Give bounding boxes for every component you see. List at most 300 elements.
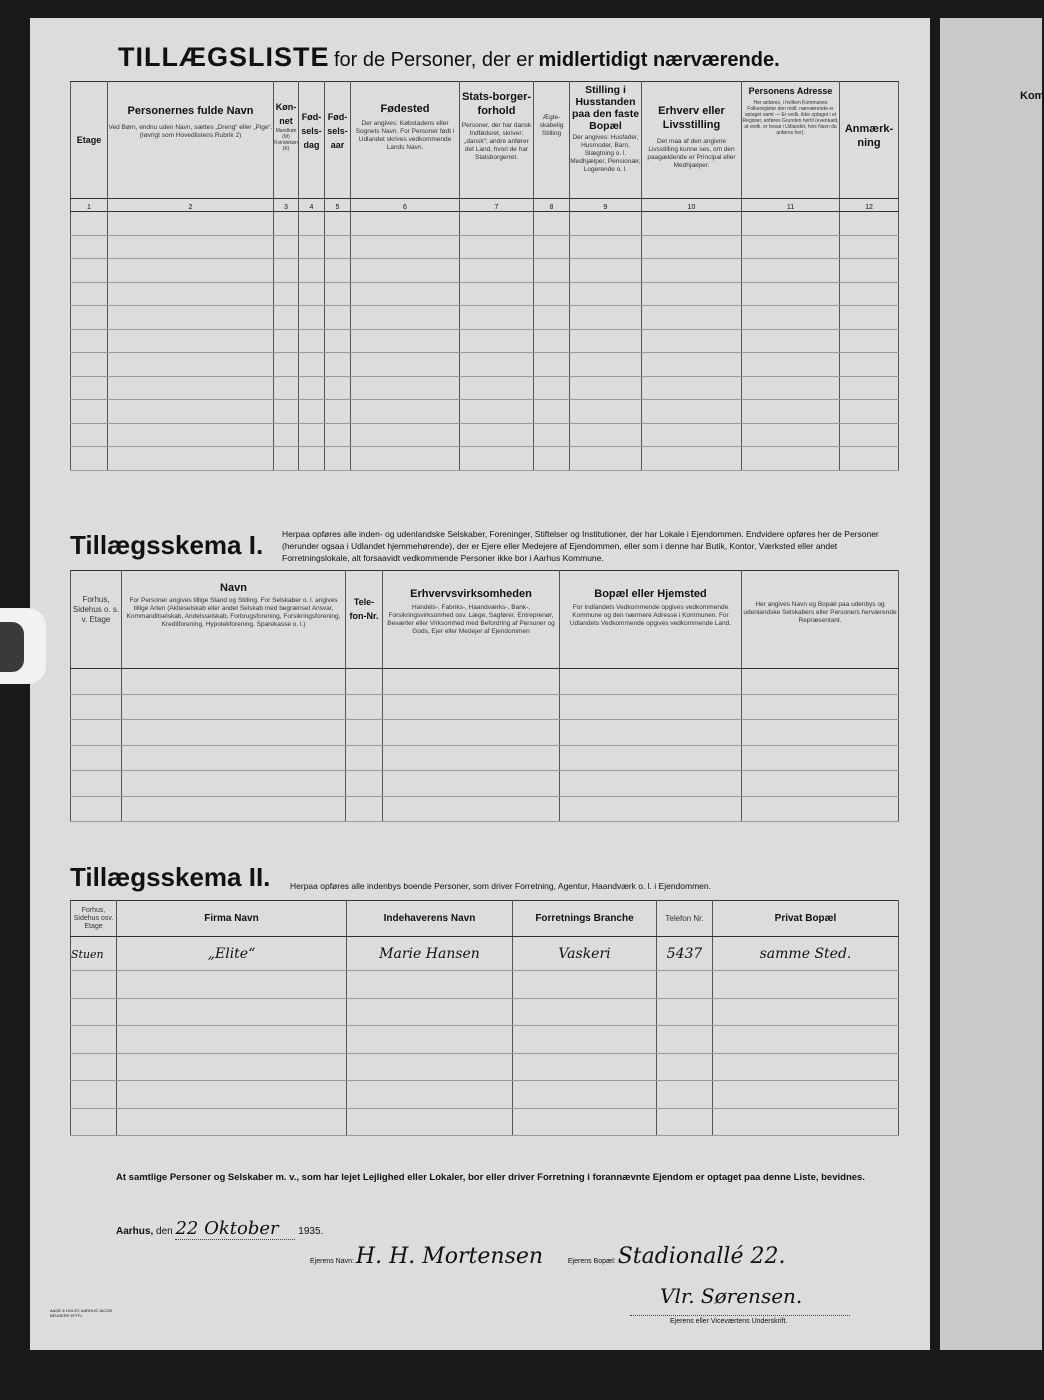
table-cell (351, 423, 460, 447)
table-cell (347, 1053, 513, 1081)
table-cell (122, 771, 346, 797)
binder-clip-shadow (0, 622, 24, 672)
table-cell (570, 259, 642, 283)
table-cell (347, 971, 513, 999)
table-cell (840, 282, 899, 306)
table-cell (122, 694, 346, 720)
title-bold: midlertidigt nærværende. (538, 49, 780, 71)
table-cell (560, 745, 742, 771)
table-cell (560, 669, 742, 695)
col-etage-title: Etage (76, 135, 102, 145)
s1-col-navn-sub: For Personer angives tillige Stand og Stilling. For Selskaber o. l. angives tillige Arten (Aktieselskab eller andet Selskab med begrænset Ansvar, Kommanditselskab, Andelsselskab, Forbrugsforening, Forsikringsforening, Kreditforening, Hypotekforening, Sparekasse o. l.) (126, 597, 341, 628)
table-cell (71, 423, 108, 447)
table-cell (657, 1026, 713, 1054)
table-cell (642, 306, 742, 330)
table-cell (108, 353, 274, 377)
table-row (71, 212, 899, 236)
col-kon-title: Køn-net (275, 102, 297, 126)
table-cell (742, 447, 840, 471)
col-erhverv-sub: Det maa af den angivne Livsstilling kunne ses, om den paagældende er Principal eller Medhjælper. (647, 138, 736, 169)
table-cell (642, 400, 742, 424)
table-cell (742, 694, 899, 720)
table-cell (642, 376, 742, 400)
date-handwritten: 22 Oktober (175, 1218, 295, 1240)
table-row (71, 329, 899, 353)
table-row (71, 423, 899, 447)
table-cell (299, 423, 325, 447)
table-cell (742, 329, 840, 353)
table-cell (742, 771, 899, 797)
entry-firma: „Elite“ (207, 945, 256, 962)
table-cell (742, 720, 899, 746)
table-cell (351, 353, 460, 377)
main-table (70, 81, 899, 471)
table-cell (840, 423, 899, 447)
s1-col-navn-title: Navn (220, 582, 247, 594)
table-cell (71, 353, 108, 377)
table-cell (742, 353, 840, 377)
table-cell (460, 447, 534, 471)
s1-col-erhverv-sub: Handels-, Fabriks-, Haandværks-, Bank-, Forsikringsvirksomhed osv. Læge, Sagfører, Entreprenør, Beværter eller Virksomhed med Befordring af Personer og Gods, Ejer eller Medejer af Ejendommen (387, 604, 555, 635)
table-cell (534, 306, 570, 330)
entry-telefon: 5437 (666, 945, 703, 962)
owner-name: H. H. Mortensen (355, 1244, 544, 1269)
table-cell (117, 1026, 347, 1054)
table-cell (642, 353, 742, 377)
table-cell (713, 998, 899, 1026)
next-page (940, 18, 1042, 1350)
col-num: 8 (534, 199, 570, 212)
table-cell (71, 447, 108, 471)
table-cell (274, 282, 299, 306)
skema1-header (71, 571, 899, 669)
table-cell (108, 423, 274, 447)
table-cell (71, 1081, 117, 1109)
col-kon-sub: Mandkøn (M) Kvindekøn (K) (274, 128, 298, 152)
table-cell (534, 400, 570, 424)
table-cell (642, 235, 742, 259)
col-num: 9 (570, 199, 642, 212)
table-cell (513, 1108, 657, 1136)
table-cell (840, 329, 899, 353)
table-cell (840, 235, 899, 259)
table-cell (840, 212, 899, 236)
col-num: 1 (71, 199, 108, 212)
col-num: 10 (642, 199, 742, 212)
table-cell (570, 212, 642, 236)
table-cell (560, 694, 742, 720)
table-cell (840, 447, 899, 471)
table-cell (71, 1026, 117, 1054)
table-cell (274, 235, 299, 259)
table-cell (351, 376, 460, 400)
table-cell (534, 447, 570, 471)
table-cell (71, 376, 108, 400)
table-row (71, 282, 899, 306)
table-cell (642, 329, 742, 353)
table-cell (534, 423, 570, 447)
table-cell (274, 259, 299, 283)
s2-col-telefon: Telefon Nr. (665, 913, 704, 923)
table-cell (460, 353, 534, 377)
table-cell (274, 400, 299, 424)
table-cell (71, 669, 122, 695)
skema1-body (71, 669, 899, 822)
table-cell (347, 998, 513, 1026)
table-row (71, 400, 899, 424)
table-cell (534, 376, 570, 400)
table-cell (570, 447, 642, 471)
table-cell (108, 447, 274, 471)
table-cell (642, 259, 742, 283)
table-cell (383, 745, 560, 771)
col-erhverv-title: Erhverv eller Livsstilling (658, 105, 725, 131)
year: 1935. (298, 1226, 324, 1237)
title-main: TILLÆGSLISTE (118, 42, 330, 72)
table-cell (742, 745, 899, 771)
col-navn-title: Personernes fulde Navn (127, 105, 254, 117)
table-cell (560, 771, 742, 797)
table-row (71, 259, 899, 283)
table-cell (274, 329, 299, 353)
table-cell (513, 1053, 657, 1081)
skema2-text: Herpaa opføres alle indenbys boende Personer, som driver Forretning, Agentur, Haandværk o. l. i Ejendommen. (290, 881, 711, 891)
table-cell (325, 306, 351, 330)
table-cell (713, 1053, 899, 1081)
table-row (71, 1081, 899, 1109)
skema1-title: Tillægsskema I. (70, 530, 264, 560)
skema2-body (71, 971, 899, 1136)
table-cell (570, 353, 642, 377)
table-cell (122, 745, 346, 771)
s1-col-repr: Her angives Navn og Bopæl paa udenbys og udenlandske Selskabers eller Personers herværende Repræsentant. (743, 601, 897, 624)
s1-col-telefon: Tele-fon-Nr. (349, 597, 379, 621)
table-cell (325, 329, 351, 353)
s2-col-indehaver: Indehaverens Navn (383, 912, 476, 924)
table-row (71, 353, 899, 377)
table-cell (460, 400, 534, 424)
table-cell (71, 796, 122, 822)
table-cell (560, 720, 742, 746)
table-cell (299, 212, 325, 236)
owner-address: Stadionallé 22. (617, 1244, 786, 1269)
den-label: den (156, 1226, 173, 1237)
col-navn-sub: Ved Børn, endnu uden Navn, sættes „Dreng“ eller „Pige“. (Iøvrigt som Hovedlistens Rubrik 2) (108, 124, 273, 139)
col-stilling-title: Stilling i Husstanden paa den faste Bopæl (571, 84, 640, 132)
table-row (71, 998, 899, 1026)
table-cell (122, 720, 346, 746)
table-row (71, 669, 899, 695)
entry-bopael: samme Sted. (759, 945, 852, 962)
table-cell (274, 423, 299, 447)
table-cell (570, 306, 642, 330)
table-row (71, 971, 899, 999)
col-stilling-sub: Der angives: Husfader, Husmoder, Barn, Slægtning o. l. Medhjælper, Pensionær, Logerende o. l. (570, 134, 641, 173)
table-cell (742, 796, 899, 822)
table-cell (513, 1026, 657, 1054)
table-cell (840, 400, 899, 424)
table-cell (274, 306, 299, 330)
page-title (118, 42, 780, 73)
table-cell (299, 329, 325, 353)
col-adresse-sub: Her anføres, i hvilken Kommunes Folkeregister den midl. nærværende er optaget samt — Er vedk. ikke optaget i et Register, anføres Grunden hertil (eventuelt, at vedk. er bosat i Udlandet, hvis Navn da anføres her). (742, 100, 839, 136)
table-cell (742, 235, 840, 259)
table-cell (460, 329, 534, 353)
entry-etage: Stuen (71, 947, 104, 961)
skema1-table (70, 570, 899, 822)
table-cell (325, 235, 351, 259)
s2-col-firma: Firma Navn (204, 912, 259, 924)
signature-line (630, 1315, 850, 1316)
col-num: 7 (460, 199, 534, 212)
table-cell (383, 694, 560, 720)
table-row (71, 796, 899, 822)
owner-address-label: Ejerens Bopæl: (567, 1258, 616, 1265)
table-cell (299, 376, 325, 400)
table-cell (513, 998, 657, 1026)
table-cell (742, 400, 840, 424)
table-cell (346, 796, 383, 822)
signature-label: Ejerens eller Viceværtens Underskrift. (670, 1318, 788, 1325)
table-cell (713, 1081, 899, 1109)
table-cell (742, 282, 840, 306)
table-cell (108, 282, 274, 306)
table-cell (460, 282, 534, 306)
table-cell (71, 400, 108, 424)
table-cell (325, 447, 351, 471)
table-cell (351, 306, 460, 330)
table-cell (325, 376, 351, 400)
table-cell (299, 282, 325, 306)
table-cell (642, 447, 742, 471)
table-cell (742, 212, 840, 236)
table-cell (117, 1108, 347, 1136)
table-row (71, 235, 899, 259)
table-cell (274, 212, 299, 236)
table-cell (117, 1081, 347, 1109)
table-cell (117, 971, 347, 999)
table-cell (560, 796, 742, 822)
table-cell (71, 282, 108, 306)
s1-col-erhverv-title: Erhvervsvirksomheden (410, 588, 532, 600)
main-table-body (71, 212, 899, 471)
s2-col-branche: Forretnings Branche (535, 912, 634, 924)
main-table-header (71, 82, 899, 199)
skema1-text: Herpaa opføres alle inden- og udenlandske Selskaber, Foreninger, Stiftelser og Institutioner, der har Lokale i Ejendommen. Endvidere opføres her de Personer (herunder ogsaa i Udlandet hjemmehørende), der er Ejere eller Medejere af Ejendommen, eller som i denne har Butik, Kontor, Værksted eller andet Forretningslokale, alt forsaavidt vedkommende Personer ikke bor i Aarhus Kommune. (282, 529, 879, 563)
table-cell (325, 353, 351, 377)
table-cell (71, 771, 122, 797)
s1-col-bopael-title: Bopæl eller Hjemsted (594, 588, 707, 600)
table-cell (351, 259, 460, 283)
col-num: 6 (351, 199, 460, 212)
table-cell (347, 1081, 513, 1109)
table-cell (383, 771, 560, 797)
date-line (116, 1218, 323, 1240)
table-cell (840, 306, 899, 330)
col-fodested-title: Fødested (380, 103, 430, 115)
table-cell (570, 235, 642, 259)
table-cell (117, 998, 347, 1026)
table-cell (534, 282, 570, 306)
s1-col-etage: Forhus, Sidehus o. s. v. Etage (72, 595, 120, 624)
table-cell (347, 1108, 513, 1136)
table-cell (657, 998, 713, 1026)
table-cell (742, 423, 840, 447)
table-cell (108, 376, 274, 400)
city-label: Aarhus, (116, 1226, 154, 1237)
column-numbers (71, 199, 899, 212)
table-cell (657, 1108, 713, 1136)
table-cell (71, 971, 117, 999)
table-row (71, 694, 899, 720)
table-row (71, 1108, 899, 1136)
table-cell (460, 306, 534, 330)
table-row (71, 720, 899, 746)
table-cell (299, 400, 325, 424)
table-cell (71, 745, 122, 771)
col-num: 12 (840, 199, 899, 212)
table-cell (460, 259, 534, 283)
s1-col-bopael-sub: For Indlandets Vedkommende opgives vedkommende Kommune og den nærmere Adresse i Kommunen. For Udlandets Vedkommende opgives vedkommende Land. (569, 604, 732, 627)
table-cell (383, 669, 560, 695)
table-cell (71, 306, 108, 330)
table-cell (71, 720, 122, 746)
table-cell (713, 1026, 899, 1054)
table-cell (657, 971, 713, 999)
table-cell (117, 1053, 347, 1081)
table-cell (274, 376, 299, 400)
col-num: 4 (299, 199, 325, 212)
table-cell (346, 745, 383, 771)
table-cell (460, 212, 534, 236)
table-cell (346, 771, 383, 797)
table-cell (71, 235, 108, 259)
table-row (71, 771, 899, 797)
table-cell (570, 400, 642, 424)
table-cell (71, 998, 117, 1026)
table-cell (71, 694, 122, 720)
col-fodselsdag-title: Fød-sels-dag (301, 112, 322, 150)
table-cell (325, 212, 351, 236)
table-cell (108, 259, 274, 283)
table-cell (642, 212, 742, 236)
table-cell (657, 1053, 713, 1081)
table-cell (742, 376, 840, 400)
table-cell (570, 423, 642, 447)
skema2-header (71, 901, 899, 937)
table-cell (122, 669, 346, 695)
skema2-entry-row (71, 937, 899, 971)
col-anmaerkning-title: Anmærk-ning (844, 123, 894, 149)
col-aegte-title: Ægte-skabelig Stilling (539, 114, 564, 137)
table-row (71, 447, 899, 471)
table-cell (325, 423, 351, 447)
table-cell (460, 423, 534, 447)
table-cell (840, 376, 899, 400)
skema2-table (70, 900, 899, 1136)
table-cell (351, 329, 460, 353)
table-cell (460, 376, 534, 400)
table-cell (460, 235, 534, 259)
table-cell (108, 212, 274, 236)
table-cell (346, 694, 383, 720)
entry-branche: Vaskeri (558, 945, 611, 962)
table-cell (351, 447, 460, 471)
form-page (30, 18, 930, 1350)
table-cell (346, 720, 383, 746)
table-cell (108, 329, 274, 353)
next-page-fragment: Kom (1020, 90, 1044, 102)
col-stats-sub: Personer, der har dansk Indfødsret, skriver: „dansk“; andre anfører det Land, hvori de har Statsborgerret. (461, 122, 532, 161)
table-cell (71, 1108, 117, 1136)
table-row (71, 1053, 899, 1081)
table-cell (299, 447, 325, 471)
table-cell (299, 306, 325, 330)
col-num: 5 (325, 199, 351, 212)
table-row (71, 745, 899, 771)
table-cell (513, 1081, 657, 1109)
owner-line (310, 1244, 818, 1269)
table-cell (534, 212, 570, 236)
col-stats-title: Stats-borger-forhold (461, 91, 532, 117)
table-cell (657, 1081, 713, 1109)
table-cell (122, 796, 346, 822)
table-cell (346, 669, 383, 695)
table-cell (534, 329, 570, 353)
table-cell (71, 1053, 117, 1081)
title-part1: for de Personer, der er (333, 49, 535, 71)
table-row (71, 1026, 899, 1054)
col-num: 3 (274, 199, 299, 212)
table-cell (108, 306, 274, 330)
table-cell (742, 259, 840, 283)
table-row (71, 376, 899, 400)
table-cell (534, 259, 570, 283)
table-cell (383, 720, 560, 746)
table-cell (274, 353, 299, 377)
table-cell (713, 971, 899, 999)
col-num: 11 (742, 199, 840, 212)
table-cell (71, 259, 108, 283)
declaration-text: At samtlige Personer og Selskaber m. v., som har lejet Lejlighed eller Lokaler, bor eller driver Forretning i forannævnte Ejendom er optaget paa denne Liste, bevidnes. (116, 1172, 865, 1183)
table-cell (108, 235, 274, 259)
table-cell (840, 353, 899, 377)
table-cell (513, 971, 657, 999)
table-cell (742, 306, 840, 330)
table-cell (840, 259, 899, 283)
table-cell (742, 669, 899, 695)
table-row (71, 306, 899, 330)
table-cell (71, 329, 108, 353)
table-cell (642, 423, 742, 447)
table-cell (534, 353, 570, 377)
table-cell (351, 282, 460, 306)
table-cell (347, 1026, 513, 1054)
s2-col-bopael: Privat Bopæl (774, 912, 837, 924)
table-cell (274, 447, 299, 471)
table-cell (713, 1108, 899, 1136)
table-cell (570, 376, 642, 400)
table-cell (351, 212, 460, 236)
table-cell (642, 282, 742, 306)
skema2-title: Tillægsskema II. (70, 862, 271, 892)
table-cell (108, 400, 274, 424)
entry-indehaver: Marie Hansen (379, 945, 480, 962)
table-cell (570, 282, 642, 306)
table-cell (351, 400, 460, 424)
owner-name-label: Ejerens Navn: (310, 1258, 354, 1265)
table-cell (299, 353, 325, 377)
